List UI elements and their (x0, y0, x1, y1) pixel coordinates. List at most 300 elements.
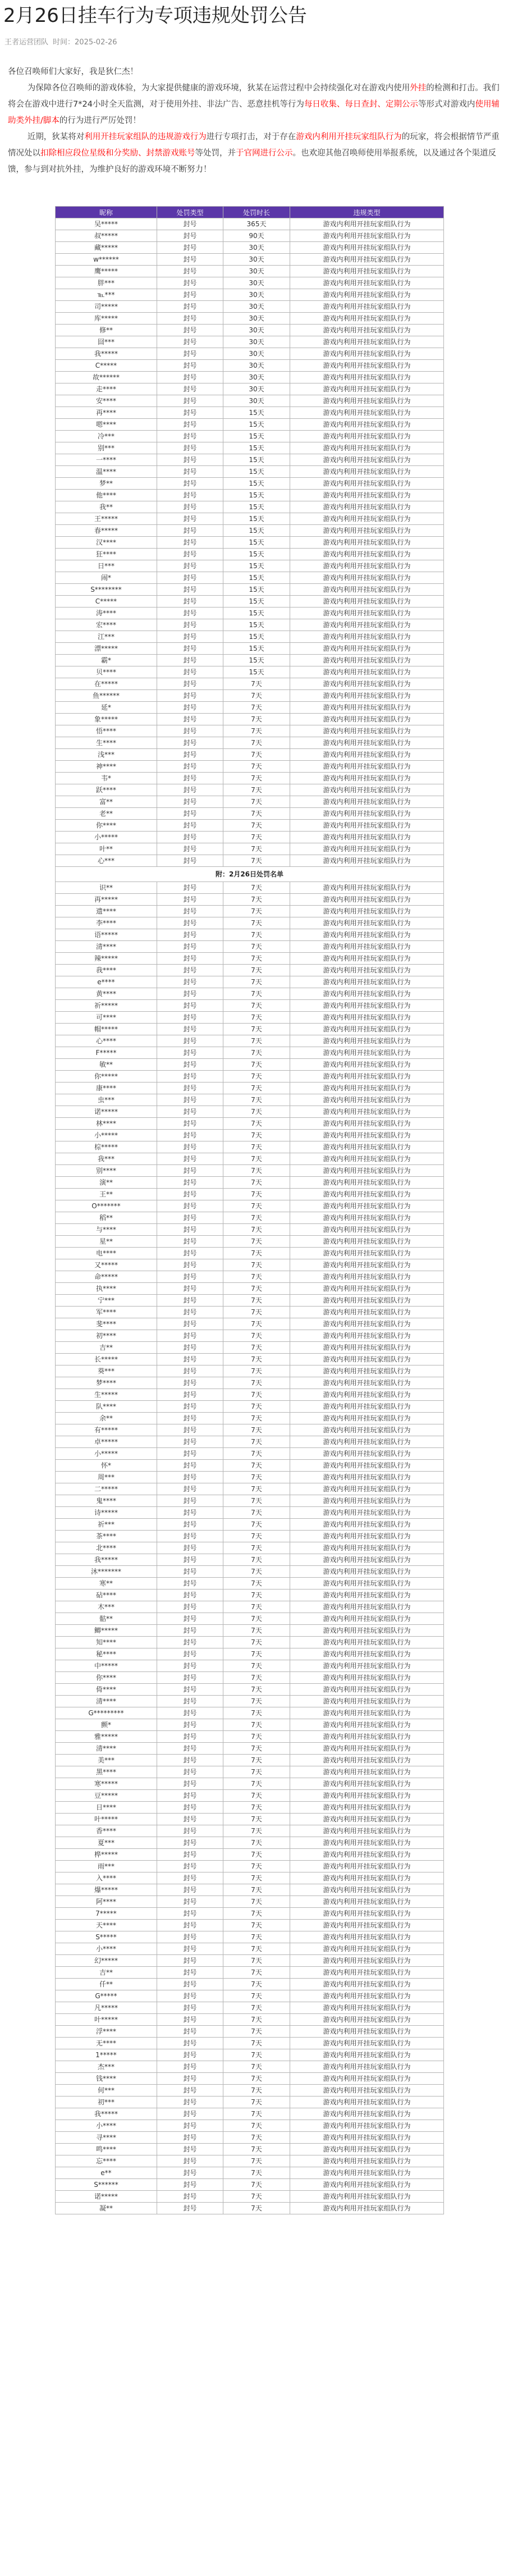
punish-type-cell: 封号 (157, 478, 223, 490)
violation-cell: 游戏内利用开挂玩家组队行为 (290, 2061, 444, 2073)
violation-cell: 游戏内利用开挂玩家组队行为 (290, 490, 444, 501)
nickname-cell: 我** (56, 501, 157, 513)
duration-cell: 15天 (223, 407, 290, 419)
duration-cell: 7天 (223, 988, 290, 1000)
duration-cell: 7天 (223, 1884, 290, 1896)
punish-type-cell: 封号 (157, 1035, 223, 1047)
table-body (56, 218, 444, 2214)
violation-cell: 游戏内利用开挂玩家组队行为 (290, 761, 444, 773)
duration-cell: 7天 (223, 1212, 290, 1224)
duration-cell: 7天 (223, 1872, 290, 1884)
violation-cell: 游戏内利用开挂玩家组队行为 (290, 1613, 444, 1625)
duration-cell: 7天 (223, 1189, 290, 1200)
nickname-cell: 别**** (56, 1165, 157, 1177)
nickname-cell: O******* (56, 1200, 157, 1212)
table-row (56, 2073, 444, 2085)
highlight-text: 每日收集、每日查封、定期公示 (304, 100, 418, 109)
nickname-cell: 春***** (56, 525, 157, 537)
nickname-cell: 祈***** (56, 1000, 157, 1012)
violation-cell: 游戏内利用开挂玩家组队行为 (290, 1448, 444, 1460)
table-row (56, 2014, 444, 2026)
nickname-cell: 识** (56, 882, 157, 894)
punish-type-cell: 封号 (157, 1814, 223, 1825)
duration-cell: 7天 (223, 1908, 290, 1920)
violation-cell: 游戏内利用开挂玩家组队行为 (290, 1094, 444, 1106)
nickname-cell: 演** (56, 1177, 157, 1189)
duration-cell: 15天 (223, 655, 290, 666)
duration-cell: 7天 (223, 1778, 290, 1790)
table-row (56, 749, 444, 761)
nickname-cell: 初*** (56, 2097, 157, 2108)
duration-cell: 7天 (223, 1814, 290, 1825)
nickname-cell: 鱼****** (56, 690, 157, 702)
table-row (56, 1566, 444, 1578)
table-row (56, 1189, 444, 1200)
duration-cell: 7天 (223, 1684, 290, 1696)
duration-cell: 7天 (223, 1365, 290, 1377)
duration-cell: 7天 (223, 1755, 290, 1766)
duration-cell: 7天 (223, 1495, 290, 1507)
nickname-cell: S******** (56, 584, 157, 596)
punish-type-cell: 封号 (157, 1177, 223, 1189)
table-row (56, 1755, 444, 1766)
nickname-cell: 温**** (56, 466, 157, 478)
punish-type-cell: 封号 (157, 1401, 223, 1413)
duration-cell: 7天 (223, 1967, 290, 1979)
violation-cell: 游戏内利用开挂玩家组队行为 (290, 1377, 444, 1389)
punish-type-cell: 封号 (157, 1590, 223, 1601)
table-row (56, 1283, 444, 1295)
article-paragraph: 为保障各位召唤师的游戏体验，为大家提供健康的游戏环境，狄某在运营过程中会持续强化对在游戏内使用外挂的检测和打击。我们将会在游戏中进行7*24小时全天监测，对于使用外挂、非法广告、恶意挂机等行为每日收集、每日查封、定期公示等形式对游戏内使用辅助类外挂/脚本的行为进行严厉处罚！ (8, 84, 500, 125)
duration-cell: 7天 (223, 2014, 290, 2026)
violation-cell: 游戏内利用开挂玩家组队行为 (290, 1719, 444, 1731)
article-meta (4, 36, 122, 47)
nickname-cell: 在***** (56, 678, 157, 690)
table-row (56, 2002, 444, 2014)
duration-cell: 30天 (223, 325, 290, 336)
nickname-cell: 再**** (56, 407, 157, 419)
nickname-cell: 涛**** (56, 608, 157, 619)
duration-cell: 15天 (223, 466, 290, 478)
nickname-cell: 骷** (56, 1613, 157, 1625)
punish-type-cell: 封号 (157, 277, 223, 289)
nickname-cell: 库***** (56, 313, 157, 325)
table-row (56, 301, 444, 313)
punish-type-cell: 封号 (157, 1861, 223, 1872)
duration-cell: 7天 (223, 1637, 290, 1648)
violation-cell: 游戏内利用开挂玩家组队行为 (290, 1531, 444, 1542)
table-row (56, 832, 444, 843)
table-row (56, 454, 444, 466)
nickname-cell: 你**** (56, 1672, 157, 1684)
table-row (56, 1648, 444, 1660)
duration-cell: 7天 (223, 820, 290, 832)
punish-type-cell: 封号 (157, 608, 223, 619)
duration-cell: 30天 (223, 372, 290, 383)
duration-cell: 7天 (223, 1271, 290, 1283)
violation-cell: 游戏内利用开挂玩家组队行为 (290, 1424, 444, 1436)
punish-type-cell: 封号 (157, 431, 223, 442)
table-row (56, 254, 444, 266)
punish-type-cell: 封号 (157, 1224, 223, 1236)
punish-type-cell: 封号 (157, 1908, 223, 1920)
nickname-cell: 黑**** (56, 1766, 157, 1778)
table-row (56, 442, 444, 454)
nickname-cell: 斐**** (56, 1318, 157, 1330)
nickname-cell: G***** (56, 1990, 157, 2002)
table-row (56, 336, 444, 348)
duration-cell: 15天 (223, 431, 290, 442)
nickname-cell: 雨*** (56, 1861, 157, 1872)
nickname-cell: 有***** (56, 1424, 157, 1436)
duration-cell: 7天 (223, 929, 290, 941)
violation-cell: 游戏内利用开挂玩家组队行为 (290, 796, 444, 808)
punish-type-cell: 封号 (157, 1094, 223, 1106)
nickname-cell: 卓***** (56, 1436, 157, 1448)
nickname-cell: 霸* (56, 655, 157, 666)
table-row (56, 2167, 444, 2179)
violation-cell: 游戏内利用开挂玩家组队行为 (290, 242, 444, 254)
duration-cell: 7天 (223, 725, 290, 737)
nickname-cell: 寻**** (56, 2132, 157, 2144)
punish-type-cell: 封号 (157, 832, 223, 843)
table-row (56, 1236, 444, 1248)
punish-type-cell: 封号 (157, 906, 223, 917)
duration-cell: 7天 (223, 1224, 290, 1236)
publish-date: 2025-02-26 (75, 38, 117, 47)
penalty-table (55, 206, 444, 2214)
punish-type-cell: 封号 (157, 655, 223, 666)
nickname-cell: 稻** (56, 1212, 157, 1224)
table-subtitle: 附：2月26日处罚名单 (56, 867, 444, 882)
violation-cell: 游戏内利用开挂玩家组队行为 (290, 1177, 444, 1189)
nickname-cell: 江*** (56, 631, 157, 643)
violation-cell: 游戏内利用开挂玩家组队行为 (290, 301, 444, 313)
violation-cell: 游戏内利用开挂玩家组队行为 (290, 1507, 444, 1519)
duration-cell: 7天 (223, 1696, 290, 1707)
nickname-cell: 生***** (56, 1389, 157, 1401)
duration-cell: 7天 (223, 2203, 290, 2214)
violation-cell: 游戏内利用开挂玩家组队行为 (290, 1035, 444, 1047)
table-row (56, 1625, 444, 1637)
nickname-cell: C***** (56, 596, 157, 608)
table-row (56, 1483, 444, 1495)
punish-type-cell: 封号 (157, 383, 223, 395)
nickname-cell: 宏**** (56, 619, 157, 631)
duration-cell: 7天 (223, 2144, 290, 2155)
violation-cell: 游戏内利用开挂玩家组队行为 (290, 360, 444, 372)
punish-type-cell: 封号 (157, 525, 223, 537)
nickname-cell: 二***** (56, 1483, 157, 1495)
duration-cell: 7天 (223, 1236, 290, 1248)
violation-cell: 游戏内利用开挂玩家组队行为 (290, 1283, 444, 1295)
highlight-text: 外挂 (410, 84, 427, 93)
punish-type-cell: 封号 (157, 490, 223, 501)
nickname-cell: 日**** (56, 1802, 157, 1814)
violation-cell: 游戏内利用开挂玩家组队行为 (290, 988, 444, 1000)
punish-type-cell: 封号 (157, 666, 223, 678)
punish-type-cell: 封号 (157, 1495, 223, 1507)
duration-cell: 15天 (223, 419, 290, 431)
punish-type-cell: 封号 (157, 1259, 223, 1271)
duration-cell: 7天 (223, 1071, 290, 1083)
punish-type-cell: 封号 (157, 1896, 223, 1908)
nickname-cell: 周*** (56, 1472, 157, 1483)
nickname-cell: 无**** (56, 2038, 157, 2049)
punish-type-cell: 封号 (157, 407, 223, 419)
punish-type-cell: 封号 (157, 796, 223, 808)
punish-type-cell: 封号 (157, 242, 223, 254)
nickname-cell: 延* (56, 702, 157, 714)
punish-type-cell: 封号 (157, 1153, 223, 1165)
punish-type-cell: 封号 (157, 466, 223, 478)
table-row (56, 2132, 444, 2144)
table-row (56, 242, 444, 254)
punish-type-cell: 封号 (157, 808, 223, 820)
duration-cell: 7天 (223, 1802, 290, 1814)
article-paragraph: 各位召唤师们大家好，我是狄仁杰！ (8, 67, 138, 76)
nickname-cell: 心*** (56, 855, 157, 867)
nickname-cell: 爆***** (56, 1884, 157, 1896)
violation-cell: 游戏内利用开挂玩家组队行为 (290, 894, 444, 906)
table-row (56, 372, 444, 383)
violation-cell: 游戏内利用开挂玩家组队行为 (290, 596, 444, 608)
table-row (56, 1790, 444, 1802)
punish-type-cell: 封号 (157, 1625, 223, 1637)
table-row (56, 1448, 444, 1460)
punish-type-cell: 封号 (157, 976, 223, 988)
duration-cell: 7天 (223, 2132, 290, 2144)
nickname-cell: 贝**** (56, 666, 157, 678)
table-row (56, 725, 444, 737)
table-row (56, 1884, 444, 1896)
table-row (56, 1177, 444, 1189)
nickname-cell: 浅*** (56, 749, 157, 761)
violation-cell: 游戏内利用开挂玩家组队行为 (290, 1566, 444, 1578)
table-row (56, 2191, 444, 2203)
violation-cell: 游戏内利用开挂玩家组队行为 (290, 1731, 444, 1743)
violation-cell: 游戏内利用开挂玩家组队行为 (290, 2144, 444, 2155)
violation-cell: 游戏内利用开挂玩家组队行为 (290, 1472, 444, 1483)
violation-cell: 游戏内利用开挂玩家组队行为 (290, 1295, 444, 1307)
punish-type-cell: 封号 (157, 1837, 223, 1849)
punish-type-cell: 封号 (157, 1519, 223, 1531)
nickname-cell: 故****** (56, 372, 157, 383)
violation-cell: 游戏内利用开挂玩家组队行为 (290, 773, 444, 784)
duration-cell: 7天 (223, 1012, 290, 1024)
duration-cell: 15天 (223, 478, 290, 490)
punish-type-cell: 封号 (157, 289, 223, 301)
punish-type-cell: 封号 (157, 2155, 223, 2167)
duration-cell: 7天 (223, 2191, 290, 2203)
table-row (56, 1307, 444, 1318)
violation-cell: 游戏内利用开挂玩家组队行为 (290, 965, 444, 976)
nickname-cell: 鸣**** (56, 2144, 157, 2155)
violation-cell: 游戏内利用开挂玩家组队行为 (290, 560, 444, 572)
nickname-cell: S****** (56, 2179, 157, 2191)
punish-type-cell: 封号 (157, 1931, 223, 1943)
nickname-cell: 知**** (56, 1637, 157, 1648)
nickname-cell: 王** (56, 1189, 157, 1200)
duration-cell: 7天 (223, 1106, 290, 1118)
table-row (56, 1542, 444, 1554)
punish-type-cell: 封号 (157, 1212, 223, 1224)
punish-type-cell: 封号 (157, 1707, 223, 1719)
punish-type-cell: 封号 (157, 1071, 223, 1083)
punish-type-cell: 封号 (157, 1979, 223, 1990)
punish-type-cell: 封号 (157, 1024, 223, 1035)
violation-cell: 游戏内利用开挂玩家组队行为 (290, 808, 444, 820)
nickname-cell: 吉** (56, 1967, 157, 1979)
violation-cell: 游戏内利用开挂玩家组队行为 (290, 1248, 444, 1259)
nickname-cell: 遗**** (56, 906, 157, 917)
highlight-text: 扣除相应段位星级和分奖励、封禁游戏账号 (40, 149, 195, 158)
table-row (56, 1943, 444, 1955)
violation-cell: 游戏内利用开挂玩家组队行为 (290, 1778, 444, 1790)
violation-cell: 游戏内利用开挂玩家组队行为 (290, 454, 444, 466)
table-row (56, 1814, 444, 1825)
punish-type-cell: 封号 (157, 929, 223, 941)
nickname-cell: 小***** (56, 832, 157, 843)
nickname-cell: 心**** (56, 1035, 157, 1047)
violation-cell: 游戏内利用开挂玩家组队行为 (290, 2049, 444, 2061)
violation-cell: 游戏内利用开挂玩家组队行为 (290, 843, 444, 855)
violation-cell: 游戏内利用开挂玩家组队行为 (290, 1625, 444, 1637)
nickname-cell: 叶** (56, 843, 157, 855)
duration-cell: 7天 (223, 1990, 290, 2002)
table-row (56, 549, 444, 560)
nickname-cell: 浮**** (56, 2026, 157, 2038)
duration-cell: 7天 (223, 1000, 290, 1012)
nickname-cell: 他**** (56, 490, 157, 501)
duration-cell: 7天 (223, 690, 290, 702)
punish-type-cell: 封号 (157, 454, 223, 466)
violation-cell: 游戏内利用开挂玩家组队行为 (290, 1059, 444, 1071)
violation-cell: 游戏内利用开挂玩家组队行为 (290, 1106, 444, 1118)
duration-cell: 7天 (223, 1554, 290, 1566)
nickname-cell: 悟**** (56, 725, 157, 737)
punish-type-cell: 封号 (157, 1483, 223, 1495)
nickname-cell: 我**** (56, 965, 157, 976)
duration-cell: 15天 (223, 666, 290, 678)
table-row (56, 2203, 444, 2214)
punish-type-cell: 封号 (157, 1743, 223, 1755)
table-row (56, 2085, 444, 2097)
punish-type-cell: 封号 (157, 1000, 223, 1012)
highlight-text: 于官网进行公示 (236, 149, 293, 158)
nickname-cell: G********* (56, 1707, 157, 1719)
table-row (56, 1083, 444, 1094)
duration-cell: 15天 (223, 513, 290, 525)
punish-type-cell: 封号 (157, 820, 223, 832)
duration-cell: 7天 (223, 2061, 290, 2073)
duration-cell: 7天 (223, 1507, 290, 1519)
duration-cell: 7天 (223, 1861, 290, 1872)
nickname-cell: 棕***** (56, 1141, 157, 1153)
table-row (56, 1955, 444, 1967)
duration-cell: 15天 (223, 490, 290, 501)
punish-type-cell: 封号 (157, 2002, 223, 2014)
duration-cell: 7天 (223, 678, 290, 690)
violation-cell: 游戏内利用开挂玩家组队行为 (290, 431, 444, 442)
table-row (56, 1295, 444, 1307)
violation-cell: 游戏内利用开挂玩家组队行为 (290, 289, 444, 301)
duration-cell: 7天 (223, 2038, 290, 2049)
duration-cell: 7天 (223, 808, 290, 820)
violation-cell: 游戏内利用开挂玩家组队行为 (290, 419, 444, 431)
duration-cell: 7天 (223, 1401, 290, 1413)
punish-type-cell: 封号 (157, 572, 223, 584)
nickname-cell: 颤* (56, 1719, 157, 1731)
punish-type-cell: 封号 (157, 2061, 223, 2073)
nickname-cell: 清**** (56, 941, 157, 953)
violation-cell: 游戏内利用开挂玩家组队行为 (290, 1802, 444, 1814)
duration-cell: 15天 (223, 442, 290, 454)
nickname-cell: 沐******* (56, 1566, 157, 1578)
violation-cell: 游戏内利用开挂玩家组队行为 (290, 749, 444, 761)
duration-cell: 30天 (223, 383, 290, 395)
nickname-cell: 辣***** (56, 953, 157, 965)
table-row (56, 1330, 444, 1342)
nickname-cell: 狂**** (56, 549, 157, 560)
violation-cell: 游戏内利用开挂玩家组队行为 (290, 572, 444, 584)
punish-type-cell: 封号 (157, 882, 223, 894)
violation-cell: 游戏内利用开挂玩家组队行为 (290, 631, 444, 643)
nickname-cell: 小**** (56, 1943, 157, 1955)
violation-cell: 游戏内利用开挂玩家组队行为 (290, 2191, 444, 2203)
duration-cell: 15天 (223, 454, 290, 466)
violation-cell: 游戏内利用开挂玩家组队行为 (290, 832, 444, 843)
violation-cell: 游戏内利用开挂玩家组队行为 (290, 906, 444, 917)
nickname-cell: 命***** (56, 1271, 157, 1283)
violation-cell: 游戏内利用开挂玩家组队行为 (290, 466, 444, 478)
violation-cell: 游戏内利用开挂玩家组队行为 (290, 442, 444, 454)
table-row (56, 1601, 444, 1613)
table-row (56, 466, 444, 478)
table-row (56, 1637, 444, 1648)
punish-type-cell: 封号 (157, 965, 223, 976)
nickname-cell: 美*** (56, 1755, 157, 1766)
violation-cell: 游戏内利用开挂玩家组队行为 (290, 325, 444, 336)
table-row (56, 537, 444, 549)
table-row (56, 525, 444, 537)
duration-cell: 7天 (223, 1177, 290, 1189)
violation-cell: 游戏内利用开挂玩家组队行为 (290, 313, 444, 325)
nickname-cell: 嗯**** (56, 419, 157, 431)
table-row (56, 929, 444, 941)
punish-type-cell: 封号 (157, 2073, 223, 2085)
violation-cell: 游戏内利用开挂玩家组队行为 (290, 1483, 444, 1495)
duration-cell: 7天 (223, 1118, 290, 1130)
duration-cell: 30天 (223, 266, 290, 277)
duration-cell: 7天 (223, 1825, 290, 1837)
table-row (56, 655, 444, 666)
violation-cell: 游戏内利用开挂玩家组队行为 (290, 714, 444, 725)
punish-type-cell: 封号 (157, 1990, 223, 2002)
violation-cell: 游戏内利用开挂玩家组队行为 (290, 218, 444, 230)
duration-cell: 7天 (223, 1389, 290, 1401)
violation-cell: 游戏内利用开挂玩家组队行为 (290, 1330, 444, 1342)
violation-cell: 游戏内利用开挂玩家组队行为 (290, 1130, 444, 1141)
violation-cell: 游戏内利用开挂玩家组队行为 (290, 1884, 444, 1896)
punish-type-cell: 封号 (157, 1012, 223, 1024)
violation-cell: 游戏内利用开挂玩家组队行为 (290, 266, 444, 277)
duration-cell: 7天 (223, 1342, 290, 1354)
table-row (56, 1684, 444, 1696)
punish-type-cell: 封号 (157, 1884, 223, 1896)
violation-cell: 游戏内利用开挂玩家组队行为 (290, 725, 444, 737)
duration-cell: 7天 (223, 1672, 290, 1684)
